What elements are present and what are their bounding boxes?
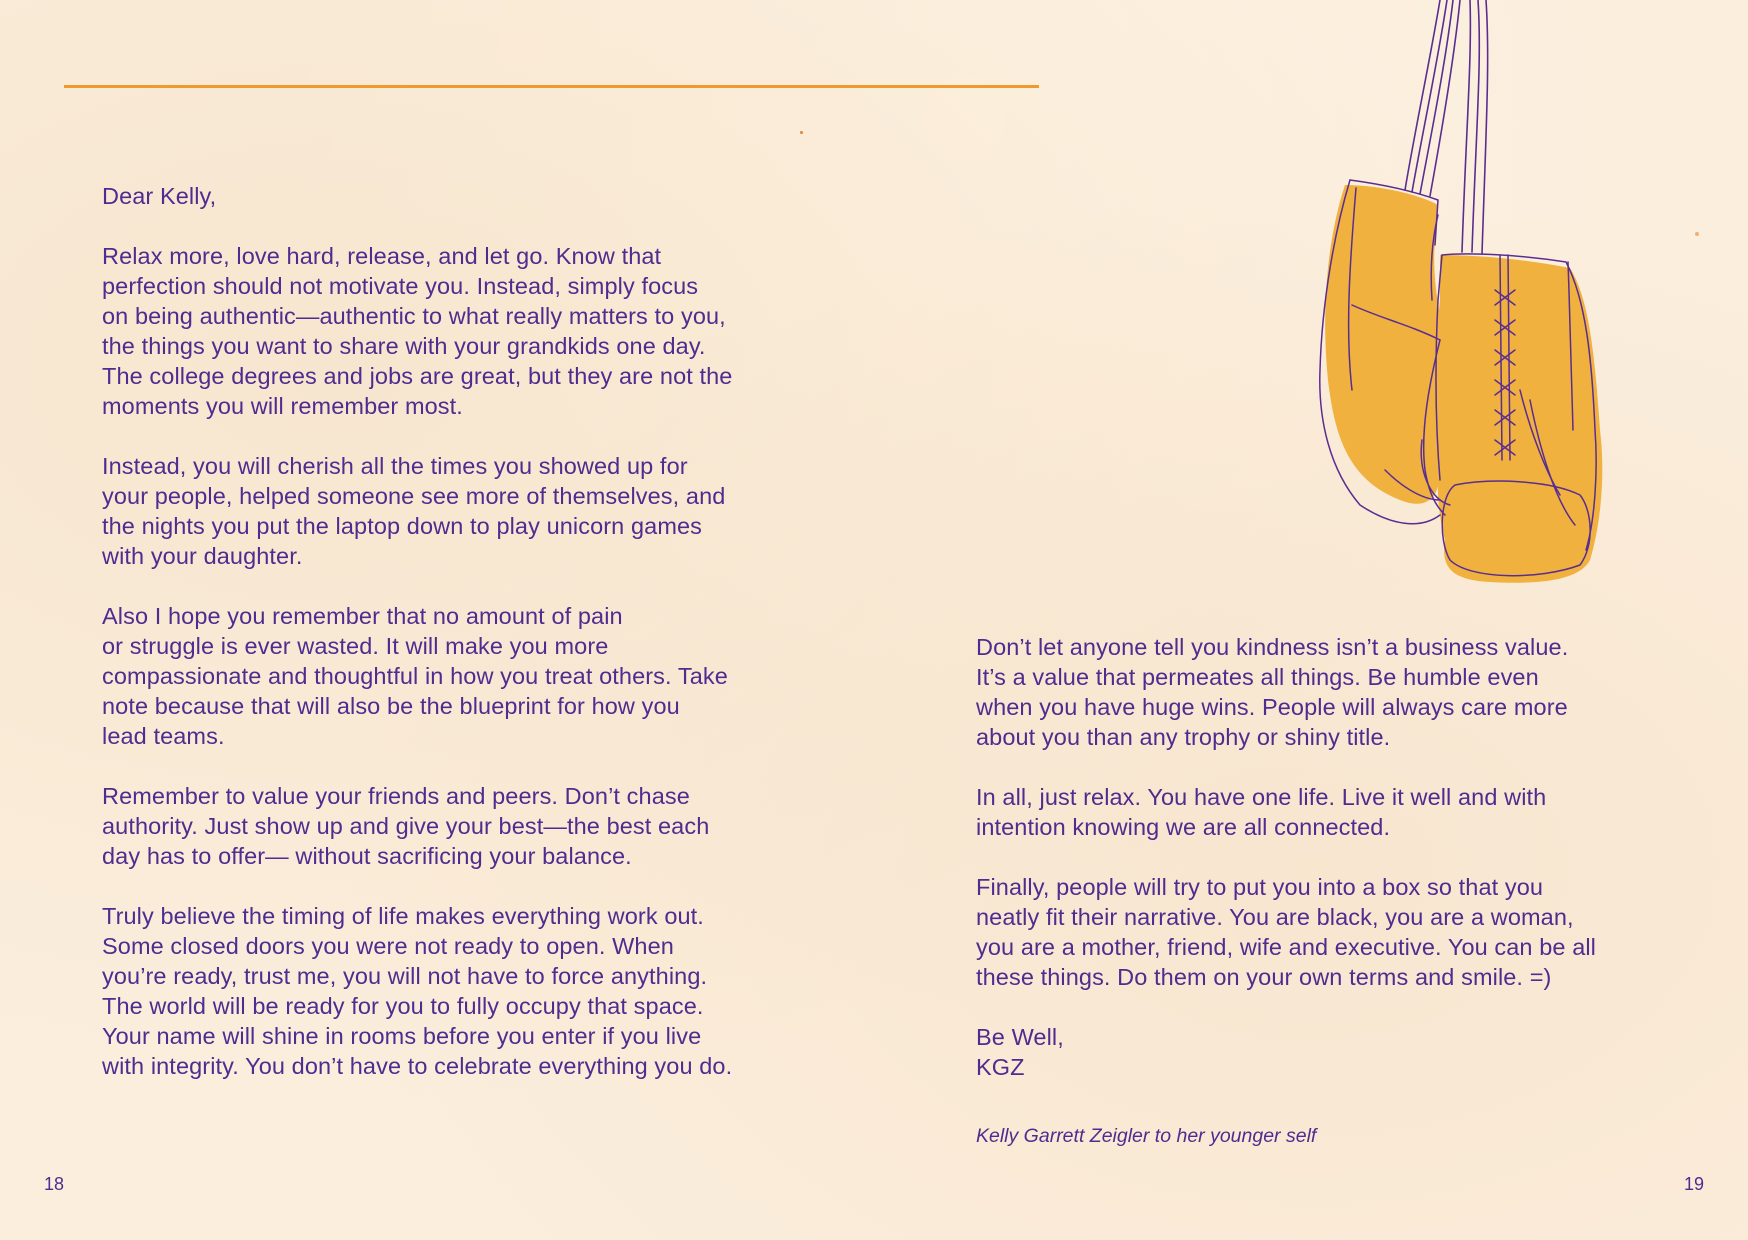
boxing-gloves-icon <box>1290 0 1630 590</box>
paragraph: Remember to value your friends and peers. Don’t chase authority. Just show up and give your best—the best each day has to offer— without sacrificing your balance. <box>102 783 710 869</box>
paragraph: Truly believe the timing of life makes everything work out. Some closed doors you were not ready to open. When you’re ready, trust me, you will not have to force anything. The world will be ready for you to fully occupy that space. Your name will shine in rooms before you enter if you live with integrity. You don’t have to celebrate everything you do. <box>102 903 733 1079</box>
closing-line: Be Well, <box>976 1024 1064 1050</box>
attribution: Kelly Garrett Zeigler to her younger self <box>976 1125 1317 1147</box>
letter-left-column <box>102 181 802 1111</box>
paper-speck <box>1695 232 1699 236</box>
paragraph: In all, just relax. You have one life. Live it well and with intention knowing we are all connected. <box>976 784 1547 840</box>
paragraph: Relax more, love hard, release, and let go. Know that perfection should not motivate you. Instead, simply focus on being authentic—authentic to what really matters to you, the things you want to share with your grandkids one day. The college degrees and jobs are great, but they are not the moments you will remember most. <box>102 243 733 419</box>
top-rule <box>64 85 1039 88</box>
page-number-right: 19 <box>1683 1174 1704 1194</box>
paper-speck <box>800 131 803 134</box>
page-number-left: 18 <box>44 1174 65 1194</box>
paragraph: Don’t let anyone tell you kindness isn’t a business value. It’s a value that permeates all things. Be humble even when you have huge wins. People will always care more about you than any trophy or shiny title. <box>976 634 1569 750</box>
closing <box>976 1022 1696 1082</box>
letter-right-column <box>976 632 1696 1112</box>
initials: KGZ <box>976 1054 1025 1080</box>
paragraph: Also I hope you remember that no amount of pain or struggle is ever wasted. It will make you more compassionate and thoughtful in how you treat others. Take note because that will also be the blueprint for how you lead teams. <box>102 603 728 749</box>
paragraph: Instead, you will cherish all the times you showed up for your people, helped someone see more of themselves, and the nights you put the laptop down to play unicorn games with your daughter. <box>102 453 726 569</box>
paragraph: Finally, people will try to put you into a box so that you neatly fit their narrative. You are black, you are a woman, you are a mother, friend, wife and executive. You can be all these things. Do them on your own terms and smile. =) <box>976 874 1597 990</box>
greeting: Dear Kelly, <box>102 183 217 209</box>
